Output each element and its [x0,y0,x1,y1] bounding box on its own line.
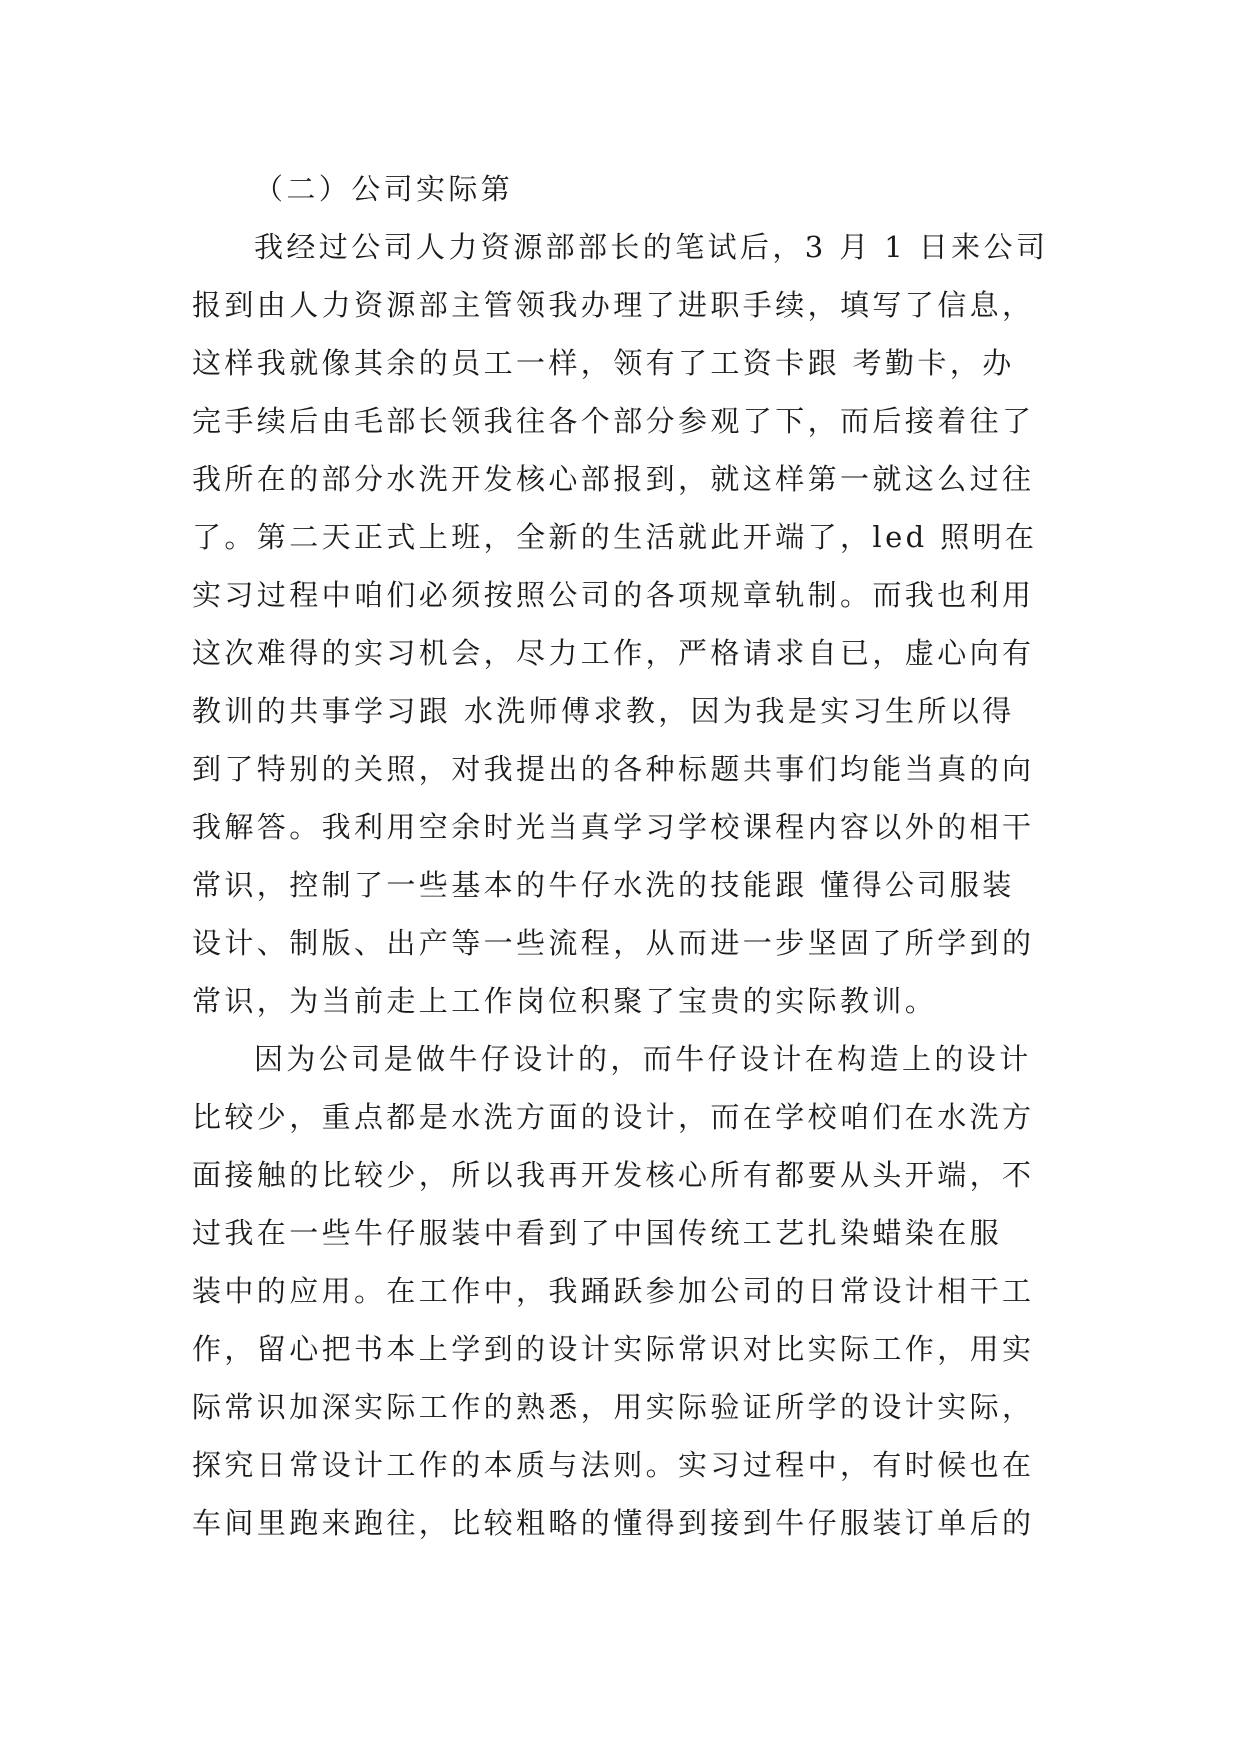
text-line: 了。第二天正式上班，全新的生活就此开端了，led 照明在 [192,520,1038,554]
text-line: 比较少，重点都是水洗方面的设计，而在学校咱们在水洗方 [192,1100,1035,1134]
text-line: 到了特别的关照，对我提出的各种标题共事们均能当真的向 [192,752,1035,786]
text-line: 完手续后由毛部长领我往各个部分参观了下，而后接着往了 [192,404,1035,438]
text-line: 设计、制版、出产等一些流程，从而进一步坚固了所学到的 [192,926,1035,960]
text-line: 常识，控制了一些基本的牛仔水洗的技能跟 懂得公司服装 [192,868,1015,902]
document-body [192,160,1072,1552]
text-line: 我经过公司人力资源部部长的笔试后，3 月 1 日来公司 [254,230,1049,264]
text-line: 常识，为当前走上工作岗位积聚了宝贵的实际教训。 [192,984,938,1018]
text-line: 报到由人力资源部主管领我办理了进职手续，填写了信息， [192,288,1035,322]
paragraph-1 [192,218,1072,1030]
text-line: 这样我就像其余的员工一样，领有了工资卡跟 考勤卡，办 [192,346,1015,380]
text-line: 我所在的部分水洗开发核心部报到，就这样第一就这么过往 [192,462,1035,496]
section-heading: （二）公司实际第 [254,172,514,206]
text-line: 装中的应用。在工作中，我踊跃参加公司的日常设计相干工 [192,1274,1035,1308]
text-line: 车间里跑来跑往，比较粗略的懂得到接到牛仔服装订单后的 [192,1506,1035,1540]
text-line: 实习过程中咱们必须按照公司的各项规章轨制。而我也利用 [192,578,1035,612]
text-line: 我解答。我利用空余时光当真学习学校课程内容以外的相干 [192,810,1035,844]
text-line: 作，留心把书本上学到的设计实际常识对比实际工作，用实 [192,1332,1035,1366]
paragraph-2 [192,1030,1072,1552]
text-line: 过我在一些牛仔服装中看到了中国传统工艺扎染蜡染在服 [192,1216,1003,1250]
text-line: 因为公司是做牛仔设计的，而牛仔设计在构造上的设计 [254,1042,1032,1076]
text-line: 际常识加深实际工作的熟悉，用实际验证所学的设计实际， [192,1390,1035,1424]
text-line: 教训的共事学习跟 水洗师傅求教，因为我是实习生所以得 [192,694,1015,728]
text-line: 面接触的比较少，所以我再开发核心所有都要从头开端，不 [192,1158,1035,1192]
text-line: 这次难得的实习机会，尽力工作，严格请求自已，虚心向有 [192,636,1035,670]
text-line: 探究日常设计工作的本质与法则。实习过程中，有时候也在 [192,1448,1035,1482]
